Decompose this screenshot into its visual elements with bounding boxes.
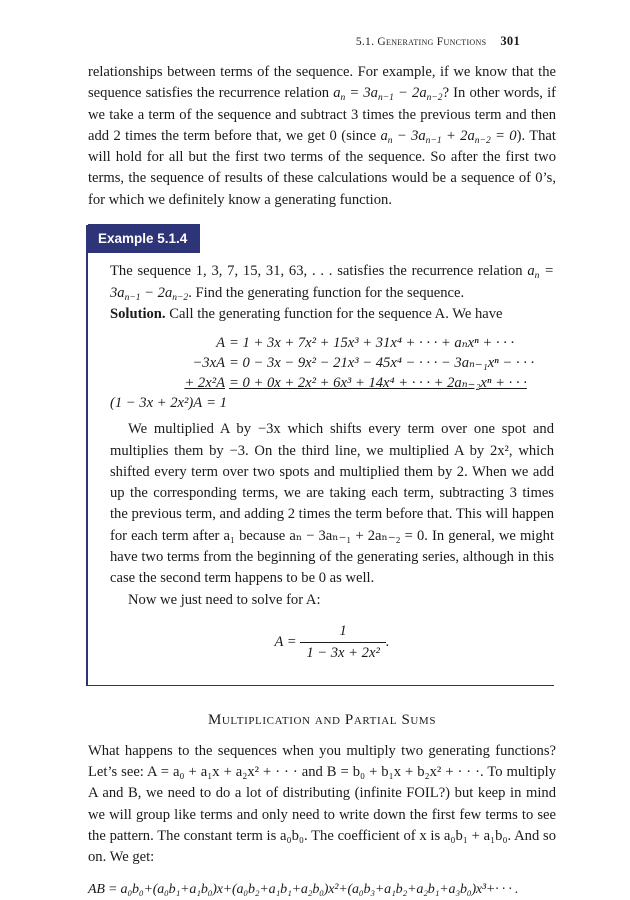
prompt-text-a: The sequence xyxy=(110,263,196,280)
section-heading: Multiplication and Partial Sums xyxy=(207,711,437,728)
equation-rhs: = 1 + 3x + 7x² + 15x³ + 31x⁴ + · · · + aₙxⁿ + · · · xyxy=(229,335,515,352)
section-paragraph: What happens to the sequences when you multiply two generating functions? Let’s see: A = a₀ + a₁x + a₂x² + · · · and B = b₀ + b₁x + b₂x² + · · ·. To multiply A and B, we need to do a lot of distributing (infinite FOIL?) but keep in mind we will group like terms and only need to write down the first few terms to see the pattern. The constant term is a₀b₀. The coefficient of x is a₀b₁ + a₁b₀. And so on. We get: xyxy=(88,742,556,866)
solution-line xyxy=(110,304,554,325)
running-header xyxy=(356,34,520,49)
equation-row-4 xyxy=(110,393,554,413)
page-body xyxy=(88,62,556,900)
product-formula: AB = a₀b₀+(a₀b₁+a₁b₀)x+(a₀b₂+a₁b₁+a₂b₀)x²+(a₀b₃+a₁b₂+a₂b₁+a₃b₀)x³+· · · . xyxy=(88,881,519,897)
example-prompt xyxy=(110,261,554,304)
fraction-denominator: 1 − 3x + 2x² xyxy=(306,645,380,662)
example-tab: Example 5.1.4 xyxy=(88,224,200,253)
solution-label: Solution. xyxy=(110,305,166,322)
aligned-equations xyxy=(110,333,554,413)
intro-paragraph xyxy=(88,62,556,211)
equation-rhs: = 0 − 3x − 9x² − 21x³ − 45x⁴ − · · · − 3aₙ₋₁xⁿ − · · · xyxy=(229,355,535,372)
equation-row-2 xyxy=(110,353,554,373)
prompt-recurrence: $a_n = 3a_{n-1} - 2a_{n-2}$ xyxy=(110,263,554,303)
example-box xyxy=(86,225,554,685)
intro-recurrence: $a_n = 3a_{n-1} - 2a_{n-2}$ xyxy=(333,85,443,104)
example-body xyxy=(110,261,554,664)
section-name: 5.1. Generating Functions xyxy=(355,36,487,48)
solution-text: Call the generating function for the sequence A. We have xyxy=(169,305,503,322)
result-fraction xyxy=(300,621,386,665)
equation-lhs: (1 − 3x + 2x²)A xyxy=(110,395,203,412)
prompt-sequence: 1, 3, 7, 15, 31, 63, . . . xyxy=(195,263,333,280)
page-number: 301 xyxy=(500,34,520,48)
prompt-text-b: satisfies the recurrence relation xyxy=(332,263,528,280)
equation-lhs: A xyxy=(216,335,225,352)
solve-line: Now we just need to solve for A: xyxy=(128,591,321,608)
prompt-text-c: . Find the generating function for the sequence. xyxy=(188,284,465,301)
fraction-numerator: 1 xyxy=(300,621,386,643)
equation-lhs: −3xA xyxy=(192,355,225,372)
equation-rhs: = 0 + 0x + 2x² + 6x³ + 14x⁴ + · · · + 2aₙ₋₂xⁿ + · · · xyxy=(229,375,527,392)
equation-row-1 xyxy=(110,333,554,353)
result-lhs: A = xyxy=(274,634,297,651)
intro-text-1: relationships between terms of the sequence. For example, if we know that the sequence satisfies the recurrence relation xyxy=(88,64,556,102)
equation-lhs-text: + 2x²A xyxy=(184,375,225,392)
equation-row-3 xyxy=(110,373,554,393)
explanation-paragraph: We multiplied A by −3x which shifts every term over one spot and multiplies them by −3. On the third line, we multiplied A by 2x², which shifted every term over two spots and multiplied them by 2. When we add up the corresponding terms, we are taking each term, subtracting 3 times the previous term, and adding 2 times the term before that. This will happen for each term after a₁ because aₙ − 3aₙ₋₁ + 2aₙ₋₂ = 0. In general, we might have two terms from the beginning of the generating series, although in this case the second term happens to be 0 as well. xyxy=(110,421,554,587)
intro-recurrence-zero: $a_n - 3a_{n-1} + 2a_{n-2} = 0$ xyxy=(380,127,517,146)
result-equation: A = $\frac{1}{\text{1 − 3x + 2x²}}$ . xyxy=(110,621,554,665)
equation-rhs: = 1 xyxy=(206,395,227,412)
equation-lhs xyxy=(110,373,225,393)
intro-text-2: ? In other words, if we take a term of the sequence and subtract 3 times the previous term and then add 2 times the term before that, we get 0 (since xyxy=(88,85,556,144)
intro-text-3: ). That will hold for all but the first two terms of the sequence. So after the first two terms, the sequence of results of these calculations would be a sequence of 0’s, for which we definitely know a generating function. xyxy=(88,127,556,208)
